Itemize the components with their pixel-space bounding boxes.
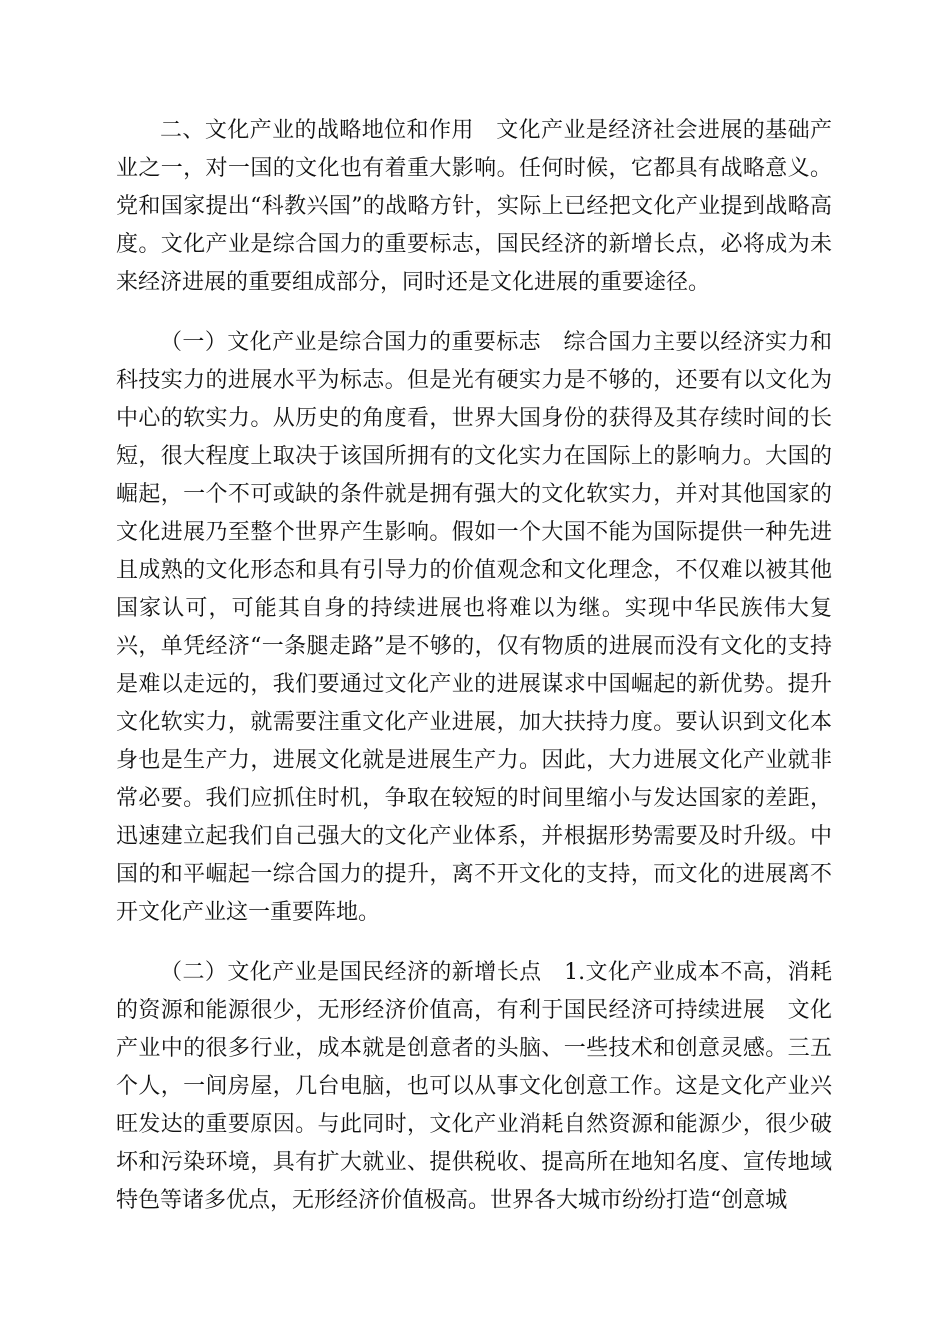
paragraph-economic-growth: （二）文化产业是国民经济的新增长点 1.文化产业成本不高，消耗的资源和能源很少，无形经济价值高，有利于国民经济可持续进展 文化产业中的很多行业，成本就是创意者的头脑、一些技术和创意灵感。三五个人，一间房屋，几台电脑，也可以从事文化创意工作。这是文化产业兴旺发达的重要原因。与此同时，文化产业消耗自然资源和能源少，很少破坏和污染环境，具有扩大就业、提供税收、提高所在地知名度、宣传地域特色等诸多优点，无形经济价值极高。世界各大城市纷纷打造“创意城 xyxy=(116,960,832,1213)
document-body xyxy=(116,112,832,1220)
paragraph-national-strength: （一）文化产业是综合国力的重要标志 综合国力主要以经济实力和科技实力的进展水平为标志。但是光有硬实力是不够的，还要有以文化为中心的软实力。从历史的角度看，世界大国身份的获得及其存续时间的长短，很大程度上取决于该国所拥有的文化实力在国际上的影响力。大国的崛起，一个不可或缺的条件就是拥有强大的文化软实力，并对其他国家的文化进展乃至整个世界产生影响。假如一个大国不能为国际提供一种先进且成熟的文化形态和具有引导力的价值观念和文化理念，不仅难以被其他国家认可，可能其自身的持续进展也将难以为继。实现中华民族伟大复兴，单凭经济“一条腿走路”是不够的，仅有物质的进展而没有文化的支持是难以走远的，我们要通过文化产业的进展谋求中国崛起的新优势。提升文化软实力，就需要注重文化产业进展，加大扶持力度。要认识到文化本身也是生产力，进展文化就是进展生产力。因此，大力进展文化产业就非常必要。我们应抓住时机，争取在较短的时间里缩小与发达国家的差距，迅速建立起我们自己强大的文化产业体系，并根据形势需要及时升级。中国的和平崛起一综合国力的提升，离不开文化的支持，而文化的进展离不开文化产业这一重要阵地。 xyxy=(116,330,832,925)
paragraph-strategic-position: 二、文化产业的战略地位和作用 文化产业是经济社会进展的基础产业之一，对一国的文化也有着重大影响。任何时候，它都具有战略意义。党和国家提出“科教兴国”的战略方针，实际上已经把文化产业提到战略高度。文化产业是综合国力的重要标志，国民经济的新增长点，必将成为未来经济进展的重要组成部分，同时还是文化进展的重要途径。 xyxy=(116,118,832,295)
